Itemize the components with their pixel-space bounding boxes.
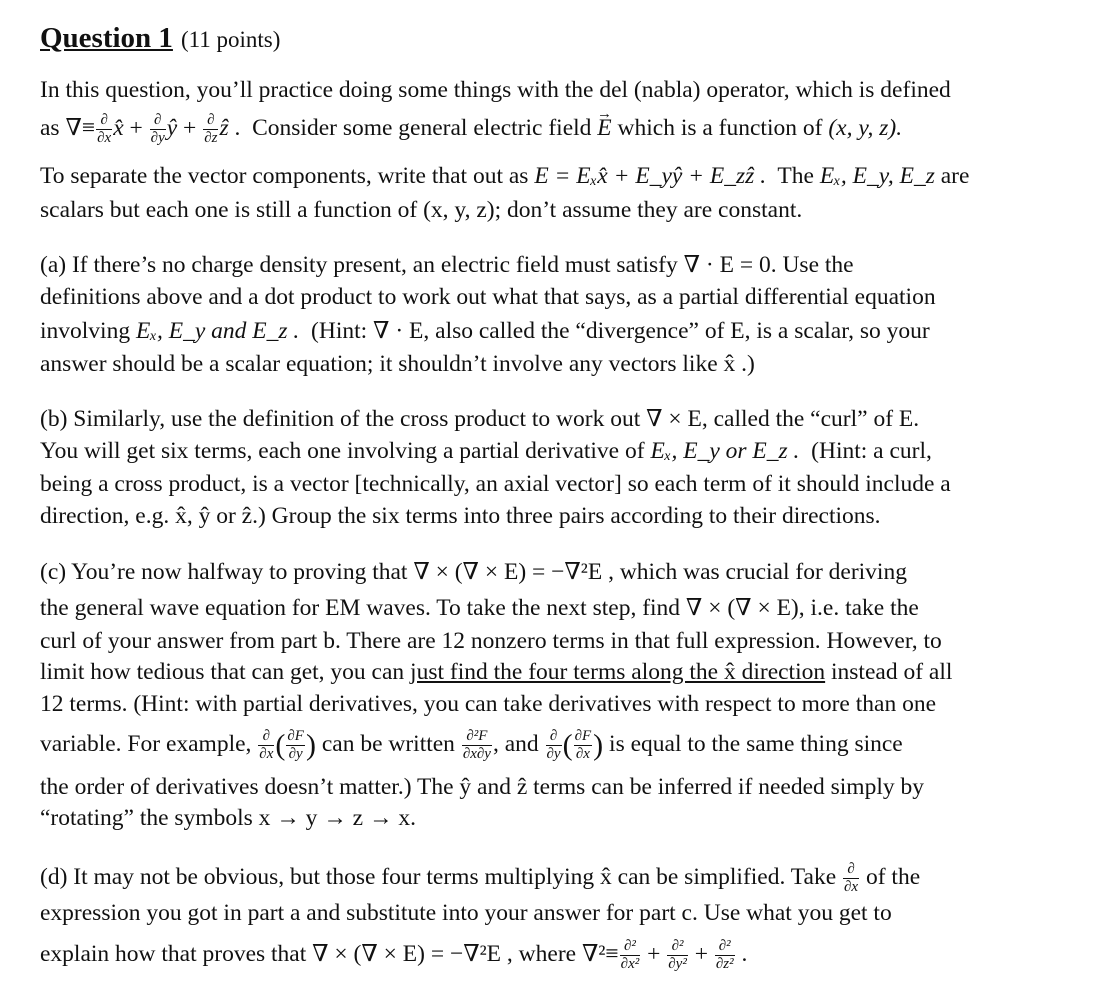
part-c-line-6: variable. For example, $\frac{\partial}{\partial x}$ ( $\frac{\partial F}{\partial y}$ ) can be written $\frac{\text{∂²F}}{\partial x\partial y}$ , and $\frac{\partial}{\partial y}$ ( $\frac{\partial F}{\partial x}$ ) is equal to the same thing since (40, 728, 903, 763)
part-d-line-3: explain how that proves that ∇ × (∇ × E) = −∇²E , where ∇²≡ $\frac{\text{∂²}}{\text{∂x²}}$ + $\frac{\text{∂²}}{\text{∂y²}}$ + $\frac{\text{∂²}}{\text{∂z²}}$ . (40, 938, 748, 973)
fraction-d-dx: $\frac{\partial}{\partial x}$ (97, 112, 112, 147)
part-a-line-3: involving Eₓ, E_y and E_z . (Hint: ∇ · E, also called the “divergence” of E, is a scalar, so your (40, 318, 930, 344)
emphasis-underline: just find the four terms along the x̂ direction (410, 659, 826, 685)
fraction-d-dx: $\frac{\partial}{\partial x}$ (844, 861, 859, 896)
question-title: Question 1 (40, 22, 173, 54)
fraction-d-dz: $\frac{\partial}{\partial z}$ (204, 112, 218, 147)
efield-definition: E = Eₓx̂ + E_yŷ + E_zẑ . (534, 163, 767, 189)
part-d-line-2: expression you got in part a and substitute into your answer for part c. Use what you get to (40, 900, 892, 926)
part-b-line-2: You will get six terms, each one involving a partial derivative of Eₓ, E_y or E_z . (Hint: a curl, (40, 438, 932, 464)
part-c-line-3: curl of your answer from part b. There are 12 nonzero terms in that full expression. However, to (40, 628, 942, 654)
fraction-d2-dy2: $\frac{\text{∂²}}{\text{∂y²}}$ (668, 938, 687, 973)
part-a-line-4: answer should be a scalar equation; it shouldn’t involve any vectors like x̂ .) (40, 351, 755, 377)
question-points: (11 points) (180, 27, 281, 52)
part-b-line-4: direction, e.g. x̂, ŷ or ẑ.) Group the six terms into three pairs according to their directions. (40, 503, 881, 529)
part-d-line-1: (d) It may not be obvious, but those four terms multiplying x̂ can be simplified. Take $\frac{\partial}{\partial x}$ of the (40, 861, 921, 896)
intro-line-2: as ∇≡ $\frac{\partial}{\partial x}$ x̂ + $\frac{\partial}{\partial y}$ ŷ + $\frac{\partial}{\partial z}$ ẑ . Consider some general electric field → E which is a function of (x, y, z). (40, 112, 902, 147)
fraction-d-dx: $\frac{\partial}{\partial x}$ (259, 728, 274, 763)
fraction-dF-dx: $\frac{\partial F}{\partial x}$ (574, 728, 592, 763)
part-c-line-1: (c) You’re now halfway to proving that ∇ × (∇ × E) = −∇²E , which was crucial for deriving (40, 559, 907, 585)
part-b-line-1: (b) Similarly, use the definition of the cross product to work out ∇ × E, called the “curl” of E. (40, 406, 920, 432)
part-c-line-4: limit how tedious that can get, you can just find the four terms along the x̂ direction instead of all (40, 659, 953, 685)
fraction-d2F-dxdy: $\frac{\text{∂²F}}{\partial x\partial y}$ (462, 728, 491, 763)
question-heading (40, 20, 280, 58)
part-b-line-3: being a cross product, is a vector [technically, an axial vector] so each term of it should include a (40, 471, 951, 497)
part-c-line-7: the order of derivatives doesn’t matter.) The ŷ and ẑ terms can be inferred if needed simply by (40, 774, 924, 800)
fraction-d-dy: $\frac{\partial}{\partial y}$ (546, 728, 561, 763)
intro-line-1: In this question, you’ll practice doing some things with the del (nabla) operator, which is defined (40, 77, 951, 103)
fraction-d2-dx2: $\frac{\text{∂²}}{\text{∂x²}}$ (620, 938, 640, 973)
fraction-d-dy: $\frac{\partial}{\partial y}$ (150, 112, 165, 147)
part-c-line-5: 12 terms. (Hint: with partial derivatives, you can take derivatives with respect to more than one (40, 691, 936, 717)
intro-line-4: scalars but each one is still a function of (x, y, z); don’t assume they are constant. (40, 197, 803, 223)
part-c-line-8: “rotating” the symbols x → y → z → x. (40, 805, 416, 831)
intro-line-3: To separate the vector components, write that out as E = Eₓx̂ + E_yŷ + E_zẑ . The Eₓ, E_y, E_z are (40, 163, 970, 189)
fraction-d2-dz2: $\frac{\text{∂²}}{\text{∂z²}}$ (715, 938, 734, 973)
fraction-dF-dy: $\frac{\partial F}{\partial y}$ (287, 728, 304, 763)
part-c-line-2: the general wave equation for EM waves. To take the next step, find ∇ × (∇ × E), i.e. take the (40, 595, 919, 621)
part-a-line-2: definitions above and a dot product to work out what that says, as a partial differential equation (40, 284, 936, 310)
part-a-line-1: (a) If there’s no charge density present, an electric field must satisfy ∇ · E = 0. Use the (40, 252, 854, 278)
